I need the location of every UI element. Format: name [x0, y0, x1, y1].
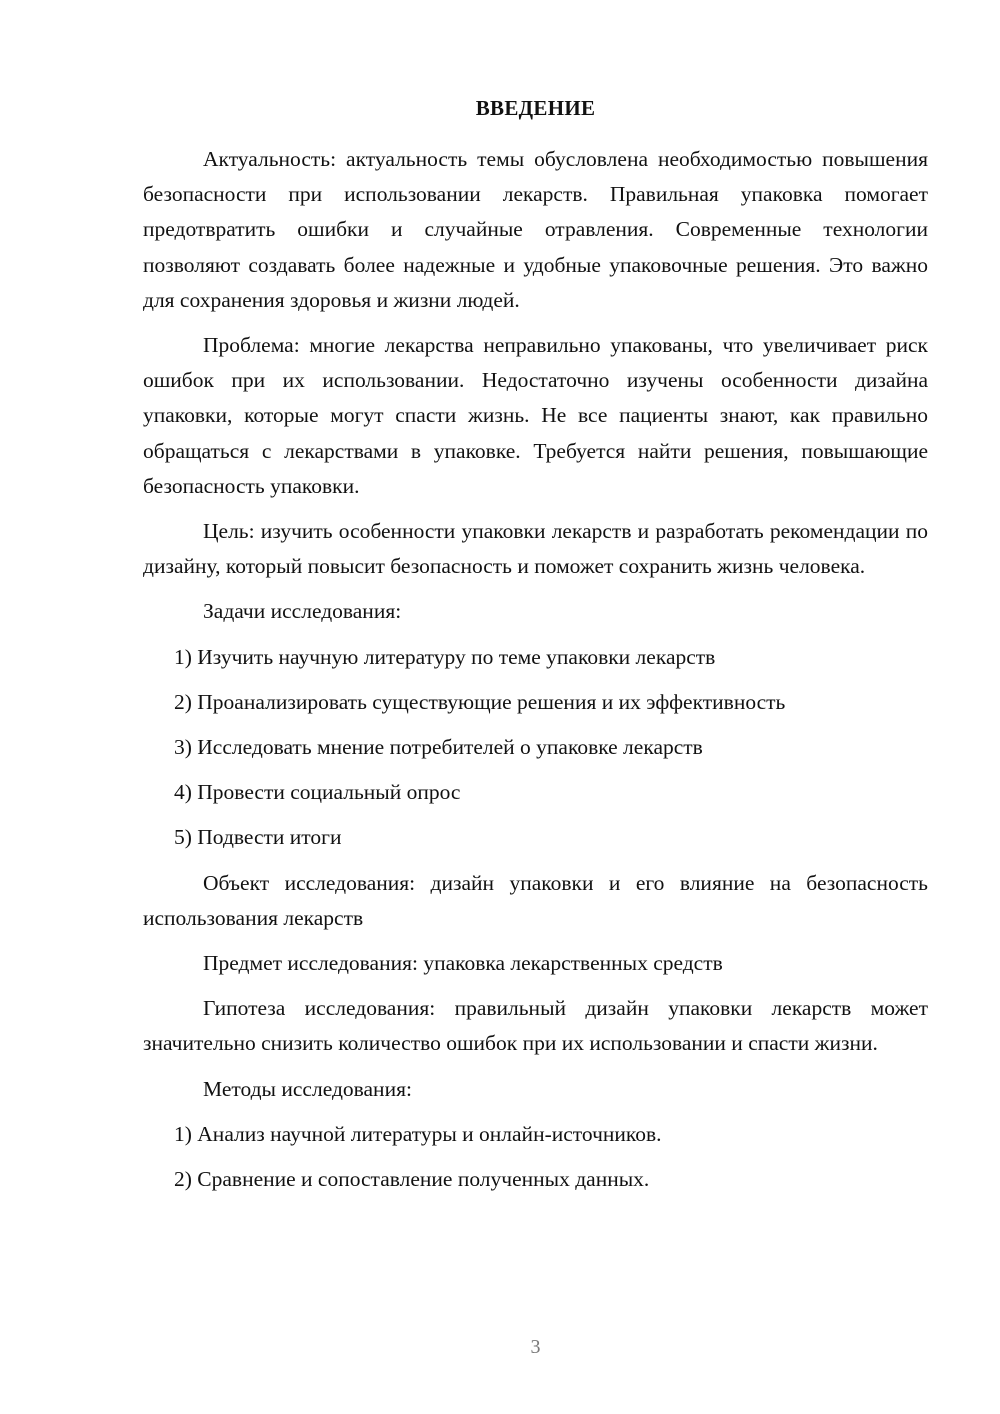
document-body: [143, 142, 928, 1207]
hypothesis-paragraph: Гипотеза исследования: правильный дизайн упаковки лекарств может значительно снизить количество ошибок при их использовании и спасти жизни.: [143, 996, 928, 1056]
page-title: ВВЕДЕНИЕ: [475, 96, 596, 120]
method-item-2: 2) Сравнение и сопоставление полученных данных.: [174, 1167, 650, 1192]
task-item-5: 5) Подвести итоги: [174, 825, 342, 850]
method-item-1: 1) Анализ научной литературы и онлайн-источников.: [174, 1121, 662, 1146]
task-item-3: 3) Исследовать мнение потребителей о упаковке лекарств: [174, 735, 703, 760]
task-item-1: 1) Изучить научную литературу по теме упаковки лекарств: [174, 644, 716, 669]
object-paragraph: Объект исследования: дизайн упаковки и его влияние на безопасность использования лекарств: [143, 870, 928, 930]
goal-paragraph: Цель: изучить особенности упаковки лекарств и разработать рекомендации по дизайну, который повысит безопасность и поможет сохранить жизнь человека.: [143, 519, 928, 579]
task-item-2: 2) Проанализировать существующие решения и их эффективность: [174, 689, 786, 714]
page-number: 3: [530, 1336, 541, 1358]
tasks-heading: Задачи исследования:: [203, 599, 402, 624]
subject-paragraph: Предмет исследования: упаковка лекарственных средств: [203, 951, 723, 976]
problem-paragraph: Проблема: многие лекарства неправильно упакованы, что увеличивает риск ошибок при их использовании. Недостаточно изучены особенности дизайна упаковки, которые могут спасти жизнь. Не все пациенты знают, как правильно обращаться с лекарствами в упаковке. Требуется найти решения, повышающие безопасность упаковки.: [143, 333, 928, 498]
task-item-4: 4) Провести социальный опрос: [174, 780, 461, 805]
document-page: [143, 0, 928, 1414]
methods-heading: Методы исследования:: [203, 1076, 412, 1101]
relevance-paragraph: Актуальность: актуальность темы обусловлена необходимостью повышения безопасности при использовании лекарств. Правильная упаковка помогает предотвратить ошибки и случайные отравления. Современные технологии позволяют создавать более надежные и удобные упаковочные решения. Это важно для сохранения здоровья и жизни людей.: [143, 147, 928, 312]
